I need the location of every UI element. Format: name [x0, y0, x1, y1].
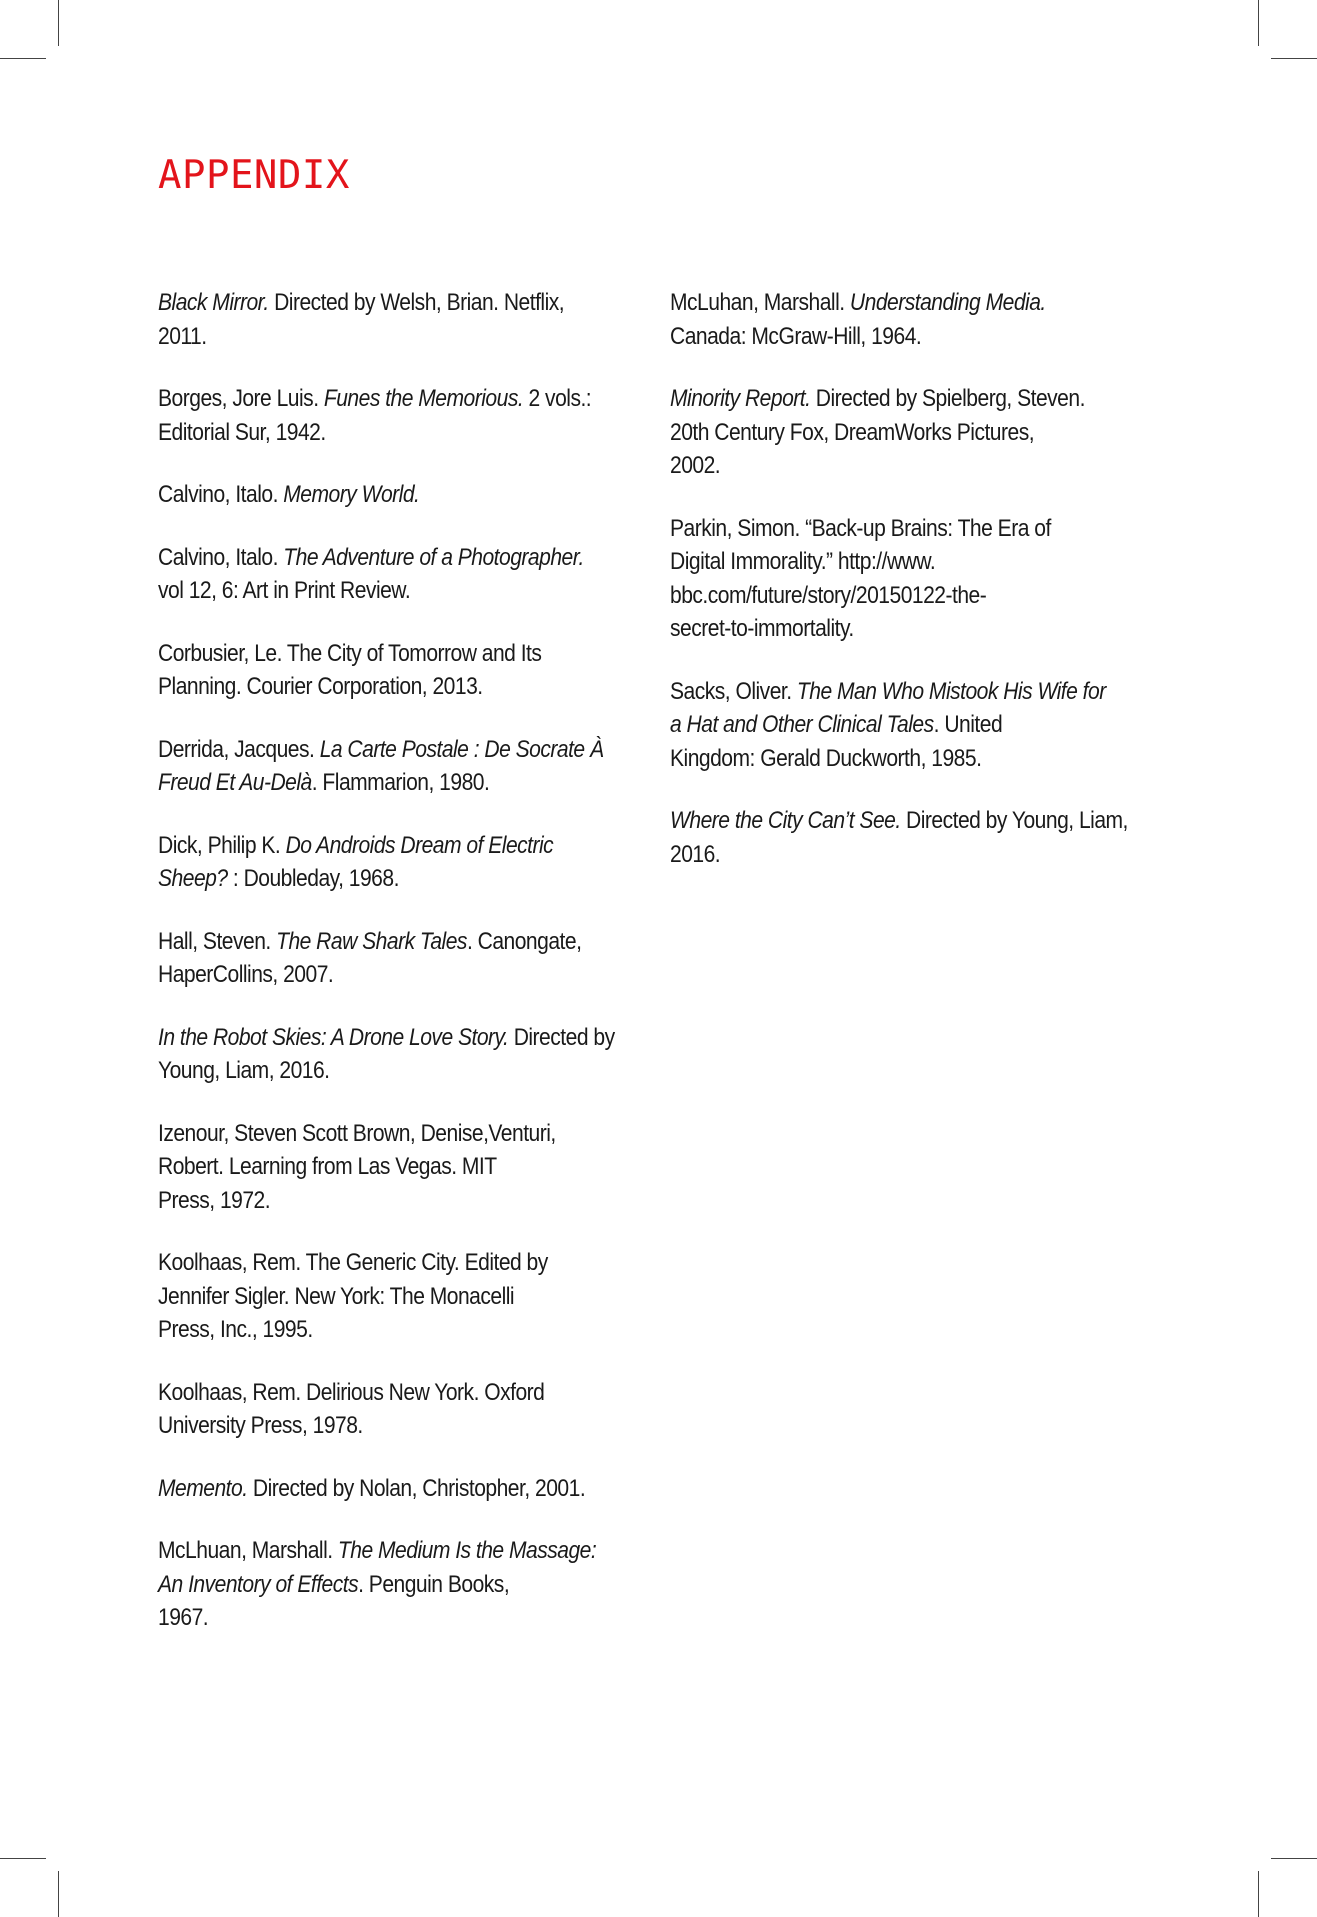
entry-text: McLhuan, Marshall. — [158, 1537, 338, 1564]
entry-line — [158, 1568, 640, 1602]
bibliography-entry — [670, 804, 1152, 871]
entry-text: Press, 1972. — [158, 1186, 271, 1214]
entry-text: 2002. — [670, 452, 721, 479]
entry-line — [158, 1246, 640, 1280]
entry-line — [670, 579, 1152, 613]
entry-line — [158, 925, 640, 959]
entry-title-text: Understanding Media. — [849, 289, 1046, 316]
bibliography-entry — [158, 1117, 640, 1218]
entry-line — [158, 416, 640, 450]
entry-text: 2016. — [670, 840, 721, 868]
entry-line — [158, 1021, 640, 1055]
entry-line — [158, 1472, 640, 1506]
entry-line — [158, 1184, 640, 1218]
entry-line — [158, 766, 640, 800]
entry-text: McLuhan, Marshall. — [670, 289, 850, 316]
entry-text: Borges, Jore Luis. — [158, 385, 324, 412]
entry-line — [670, 708, 1152, 742]
entry-text: Jennifer Sigler. New York: The Monacelli — [158, 1282, 515, 1310]
entry-line — [158, 1150, 640, 1184]
entry-line — [158, 574, 640, 608]
entry-line — [158, 1376, 640, 1410]
entry-line — [158, 1409, 640, 1443]
entry-line — [158, 1313, 640, 1347]
entry-line — [670, 675, 1152, 709]
crop-mark — [0, 58, 46, 59]
crop-mark — [0, 1858, 46, 1859]
entry-line — [158, 829, 640, 863]
entry-text: Dick, Philip K. — [158, 831, 286, 859]
entry-title-text: Black Mirror. — [158, 289, 269, 316]
entry-line — [158, 733, 640, 767]
entry-text: : Doubleday, 1968. — [227, 865, 399, 892]
entry-line — [158, 637, 640, 671]
entry-line — [158, 958, 640, 992]
bibliography-entry — [670, 286, 1152, 353]
entry-text: Digital Immorality.” http://www. — [670, 548, 936, 575]
bibliography-left-column — [158, 286, 648, 1635]
entry-text: Koolhaas, Rem. Delirious New York. Oxford — [158, 1378, 545, 1406]
entry-title-text: An Inventory of Effects — [158, 1570, 359, 1598]
bibliography-entry — [158, 478, 640, 512]
entry-line — [158, 1534, 640, 1568]
entry-line — [158, 862, 640, 896]
entry-line — [158, 1054, 640, 1088]
bibliography-entry — [158, 286, 640, 353]
entry-title-text: Minority Report. — [670, 385, 811, 412]
bibliography-entry — [158, 1534, 640, 1635]
entry-line — [158, 1117, 640, 1151]
bibliography-entry — [670, 512, 1152, 646]
entry-line — [158, 670, 640, 704]
entry-title-text: The Raw Shark Tales — [276, 927, 467, 955]
entry-line — [670, 612, 1152, 646]
entry-text: Directed by Nolan, Christopher, 2001. — [247, 1474, 586, 1502]
entry-line — [670, 286, 1152, 320]
entry-text: secret-to-immortality. — [670, 615, 854, 642]
bibliography-entry — [158, 1472, 640, 1506]
entry-text: Directed by Young, Liam, — [900, 807, 1128, 834]
entry-line — [670, 742, 1152, 776]
entry-text: Hall, Steven. — [158, 927, 277, 955]
entry-line — [670, 838, 1152, 872]
crop-mark — [1271, 58, 1317, 59]
entry-text: 20th Century Fox, DreamWorks Pictures, — [670, 418, 1035, 446]
entry-text: Calvino, Italo. — [158, 481, 284, 508]
entry-title-text: Memento. — [158, 1474, 248, 1502]
entry-text: Kingdom: Gerald Duckworth, 1985. — [670, 744, 982, 772]
page-title: APPENDIX — [158, 153, 350, 198]
bibliography-entry — [158, 541, 640, 608]
entry-text: Derrida, Jacques. — [158, 735, 320, 763]
entry-text: Planning. Courier Corporation, 2013. — [158, 673, 483, 700]
entry-text: Calvino, Italo. — [158, 543, 284, 571]
entry-title-text: The Adventure of a Photographer. — [283, 543, 584, 571]
entry-text: . Canongate, — [466, 927, 582, 955]
entry-title-text: La Carte Postale : De Socrate À — [319, 735, 604, 763]
entry-text: HaperCollins, 2007. — [158, 961, 334, 988]
entry-text: Koolhaas, Rem. The Generic City. Edited by — [158, 1249, 548, 1276]
entry-text: Parkin, Simon. “Back-up Brains: The Era of — [670, 514, 1051, 542]
entry-title-text: Sheep? — [158, 865, 228, 892]
entry-title-text: Freud Et Au-Delà — [158, 769, 312, 796]
entry-text: bbc.com/future/story/20150122-the- — [670, 581, 987, 609]
bibliography-entry — [158, 733, 640, 800]
entry-text: 2 vols.: — [523, 385, 592, 412]
crop-mark — [58, 0, 59, 46]
crop-mark — [1258, 0, 1259, 46]
bibliography-entry — [158, 1021, 640, 1088]
entry-title-text: The Medium Is the Massage: — [337, 1537, 597, 1564]
entry-line — [670, 512, 1152, 546]
entry-text: Directed by Spielberg, Steven. — [810, 385, 1085, 412]
entry-title-text: The Man Who Mistook His Wife for — [796, 677, 1106, 705]
entry-line — [158, 1280, 640, 1314]
entry-text: . United — [933, 711, 1003, 738]
entry-text: 1967. — [158, 1604, 209, 1631]
bibliography-entry — [158, 925, 640, 992]
entry-text: 2011. — [158, 322, 207, 350]
entry-text: Editorial Sur, 1942. — [158, 418, 326, 446]
crop-mark — [1258, 1871, 1259, 1917]
entry-line — [670, 320, 1152, 354]
entry-line — [158, 1601, 640, 1635]
entry-line — [158, 320, 640, 354]
entry-text: vol 12, 6: Art in Print Review. — [158, 577, 411, 604]
entry-text: University Press, 1978. — [158, 1412, 363, 1439]
entry-line — [670, 382, 1152, 416]
entry-line — [670, 449, 1152, 483]
entry-text: Corbusier, Le. The City of Tomorrow and Its — [158, 639, 542, 667]
entry-text: Young, Liam, 2016. — [158, 1057, 330, 1084]
entry-text: Canada: McGraw-Hill, 1964. — [670, 322, 922, 350]
bibliography-entry — [670, 675, 1152, 776]
entry-line — [158, 541, 640, 575]
crop-mark — [1271, 1858, 1317, 1859]
entry-text: Directed by Welsh, Brian. Netflix, — [268, 289, 565, 316]
entry-line — [158, 382, 640, 416]
entry-text: Izenour, Steven Scott Brown, Denise,Venturi, — [158, 1119, 556, 1147]
entry-line — [158, 286, 640, 320]
entry-text: . Penguin Books, — [358, 1570, 510, 1598]
entry-text: Robert. Learning from Las Vegas. MIT — [158, 1153, 497, 1180]
crop-mark — [58, 1871, 59, 1917]
bibliography-entry — [158, 637, 640, 704]
bibliography-entry — [158, 382, 640, 449]
entry-text: Sacks, Oliver. — [670, 677, 797, 705]
bibliography-right-column — [670, 286, 1170, 871]
bibliography-entry — [670, 382, 1152, 483]
entry-title-text: In the Robot Skies: A Drone Love Story. — [158, 1023, 509, 1051]
bibliography-entry — [158, 1246, 640, 1347]
entry-line — [158, 478, 640, 512]
entry-title-text: Funes the Memorious. — [323, 385, 524, 412]
entry-line — [670, 545, 1152, 579]
bibliography-entry — [158, 829, 640, 896]
bibliography-entry — [158, 1376, 640, 1443]
entry-title-text: Memory World. — [283, 481, 420, 508]
entry-title-text: a Hat and Other Clinical Tales — [670, 711, 934, 738]
entry-text: Directed by — [508, 1023, 615, 1051]
entry-title-text: Where the City Can’t See. — [670, 807, 901, 834]
entry-line — [670, 416, 1152, 450]
entry-text: . Flammarion, 1980. — [311, 769, 490, 796]
entry-title-text: Do Androids Dream of Electric — [285, 831, 554, 859]
entry-line — [670, 804, 1152, 838]
entry-text: Press, Inc., 1995. — [158, 1316, 313, 1343]
